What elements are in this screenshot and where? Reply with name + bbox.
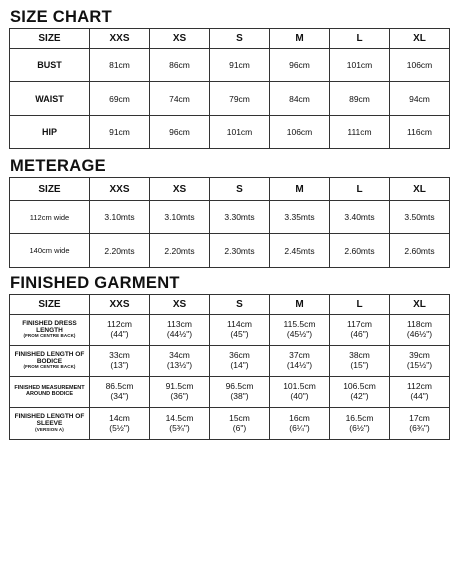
row-label — [10, 408, 90, 440]
value-cm: 39cm — [409, 350, 430, 361]
table-cell: 106cm — [390, 49, 450, 82]
header-cell: S — [210, 29, 270, 49]
table-cell: 91cm — [90, 116, 150, 149]
value-in: (42") — [350, 391, 369, 401]
header-cell: SIZE — [10, 29, 90, 49]
value-cm: 34cm — [169, 350, 190, 361]
value-cm: 38cm — [349, 350, 370, 361]
table-cell: 111cm — [330, 116, 390, 149]
table-cell: 2.20mts — [150, 234, 210, 268]
table-cell: 94cm — [390, 82, 450, 116]
value-in: (36") — [170, 391, 189, 401]
value-in: (15") — [350, 360, 369, 370]
table-cell: 3.10mts — [150, 201, 210, 234]
value-in: (44") — [110, 329, 129, 339]
table-row — [10, 408, 450, 440]
header-cell: XL — [390, 29, 450, 49]
header-cell: L — [330, 178, 390, 201]
value-in: (6") — [232, 422, 247, 433]
table-cell: 101cm — [210, 116, 270, 149]
table-row — [10, 201, 450, 234]
table-header-row — [10, 178, 450, 201]
table-cell — [270, 377, 330, 408]
value-cm: 36cm — [229, 350, 250, 361]
finished-garment-title: FINISHED GARMENT — [10, 274, 180, 292]
table-cell: 3.30mts — [210, 201, 270, 234]
table-cell — [330, 346, 390, 377]
value-cm: 106.5cm — [343, 381, 376, 392]
row-label-main: FINISHED MEASUREMENT AROUND BODICE — [14, 385, 85, 397]
table-cell: 3.50mts — [390, 201, 450, 234]
value-cm: 118cm — [407, 319, 432, 330]
value-cm: 37cm — [289, 350, 310, 361]
header-cell: S — [210, 295, 270, 315]
table-cell — [90, 377, 150, 408]
row-label: 140cm wide — [10, 234, 90, 268]
table-cell: 3.35mts — [270, 201, 330, 234]
table-cell — [90, 346, 150, 377]
value-cm: 33cm — [109, 350, 130, 361]
row-label — [10, 377, 90, 408]
value-cm: 115.5cm — [283, 319, 316, 330]
table-cell — [150, 408, 210, 440]
table-cell — [390, 346, 450, 377]
meterage-table — [9, 177, 450, 268]
row-label-main: FINISHED LENGTH OF SLEEVE — [14, 413, 85, 428]
value-in: (14½") — [286, 360, 313, 370]
value-in: (14") — [230, 360, 249, 370]
header-cell: XXS — [90, 178, 150, 201]
value-cm: 16cm — [289, 412, 310, 423]
table-cell — [270, 346, 330, 377]
value-cm: 117cm — [347, 319, 372, 330]
value-in: (46") — [350, 329, 369, 339]
row-label-sub: (FROM CENTRE BACK) — [23, 333, 76, 339]
value-in: (38") — [230, 391, 249, 401]
value-in: (46½") — [406, 329, 433, 339]
table-row — [10, 234, 450, 268]
table-cell — [270, 408, 330, 440]
table-cell — [390, 315, 450, 346]
row-label — [10, 315, 90, 346]
value-cm: 16.5cm — [345, 412, 374, 423]
table-row — [10, 116, 450, 149]
header-cell: XS — [150, 295, 210, 315]
value-cm: 113cm — [167, 319, 192, 330]
table-cell — [210, 315, 270, 346]
table-cell: 106cm — [270, 116, 330, 149]
value-in: (5¾") — [169, 422, 190, 433]
value-cm: 14cm — [109, 412, 130, 423]
value-cm: 14.5cm — [165, 412, 194, 423]
header-cell: XXS — [90, 29, 150, 49]
table-cell: 101cm — [330, 49, 390, 82]
header-cell: SIZE — [10, 295, 90, 315]
table-cell: 89cm — [330, 82, 390, 116]
table-cell: 96cm — [150, 116, 210, 149]
table-cell — [210, 346, 270, 377]
table-cell — [390, 408, 450, 440]
table-row — [10, 346, 450, 377]
header-cell: L — [330, 295, 390, 315]
table-cell — [210, 408, 270, 440]
meterage-title: METERAGE — [10, 157, 106, 175]
value-in: (13½") — [166, 360, 193, 370]
row-label-main: FINISHED LENGTH OF BODICE — [14, 350, 85, 365]
table-cell: 2.45mts — [270, 234, 330, 268]
value-in: (5½") — [109, 422, 130, 433]
value-in: (6¾") — [409, 422, 430, 433]
value-in: (40") — [290, 391, 309, 401]
row-label: 112cm wide — [10, 201, 90, 234]
size-chart-title: SIZE CHART — [10, 8, 112, 26]
value-cm: 96.5cm — [225, 381, 254, 392]
table-cell — [330, 377, 390, 408]
value-cm: 114cm — [227, 319, 252, 330]
table-cell — [90, 315, 150, 346]
value-in: (34") — [110, 391, 129, 401]
table-cell: 86cm — [150, 49, 210, 82]
row-label: HIP — [10, 116, 90, 149]
value-in: (44") — [410, 391, 429, 401]
row-label: WAIST — [10, 82, 90, 116]
value-cm: 112cm — [107, 319, 132, 330]
table-row — [10, 82, 450, 116]
table-cell: 2.20mts — [90, 234, 150, 268]
table-cell: 3.10mts — [90, 201, 150, 234]
header-cell: M — [270, 178, 330, 201]
value-cm: 91.5cm — [165, 381, 194, 392]
size-chart-table — [9, 28, 450, 149]
value-in: (13") — [110, 360, 129, 370]
table-cell — [150, 315, 210, 346]
value-cm: 17cm — [409, 412, 430, 423]
header-cell: M — [270, 295, 330, 315]
table-cell: 81cm — [90, 49, 150, 82]
table-cell: 2.30mts — [210, 234, 270, 268]
value-in: (6¼") — [289, 422, 310, 433]
value-in: (44½") — [166, 329, 193, 339]
table-cell — [150, 377, 210, 408]
table-header-row — [10, 29, 450, 49]
table-cell — [390, 377, 450, 408]
table-cell: 116cm — [390, 116, 450, 149]
value-cm: 86.5cm — [105, 381, 134, 392]
header-cell: S — [210, 178, 270, 201]
table-cell — [150, 346, 210, 377]
table-cell: 2.60mts — [330, 234, 390, 268]
finished-garment-table — [9, 294, 450, 440]
table-cell — [210, 377, 270, 408]
table-row — [10, 49, 450, 82]
table-cell — [90, 408, 150, 440]
header-cell: L — [330, 29, 390, 49]
table-cell: 79cm — [210, 82, 270, 116]
value-cm: 15cm — [229, 412, 250, 423]
header-cell: XS — [150, 178, 210, 201]
table-cell: 74cm — [150, 82, 210, 116]
row-label — [10, 346, 90, 377]
table-cell — [330, 408, 390, 440]
header-cell: SIZE — [10, 178, 90, 201]
table-cell: 96cm — [270, 49, 330, 82]
table-cell: 84cm — [270, 82, 330, 116]
header-cell: XL — [390, 295, 450, 315]
table-cell — [270, 315, 330, 346]
table-cell: 69cm — [90, 82, 150, 116]
value-cm: 101.5cm — [283, 381, 316, 392]
row-label-sub: (VERSION A) — [35, 426, 64, 432]
value-in: (45½") — [286, 329, 313, 339]
table-cell: 3.40mts — [330, 201, 390, 234]
row-label-main: FINISHED DRESS LENGTH — [22, 319, 77, 334]
table-row — [10, 377, 450, 408]
header-cell: XXS — [90, 295, 150, 315]
row-label-sub: (FROM CENTRE BACK) — [23, 364, 76, 370]
table-cell: 2.60mts — [390, 234, 450, 268]
table-cell — [330, 315, 390, 346]
value-in: (15½") — [406, 360, 433, 370]
header-cell: XL — [390, 178, 450, 201]
header-cell: XS — [150, 29, 210, 49]
table-header-row — [10, 295, 450, 315]
value-cm: 112cm — [407, 381, 432, 392]
row-label: BUST — [10, 49, 90, 82]
header-cell: M — [270, 29, 330, 49]
value-in: (6½") — [349, 422, 370, 433]
table-row — [10, 315, 450, 346]
table-cell: 91cm — [210, 49, 270, 82]
value-in: (45") — [230, 329, 249, 339]
